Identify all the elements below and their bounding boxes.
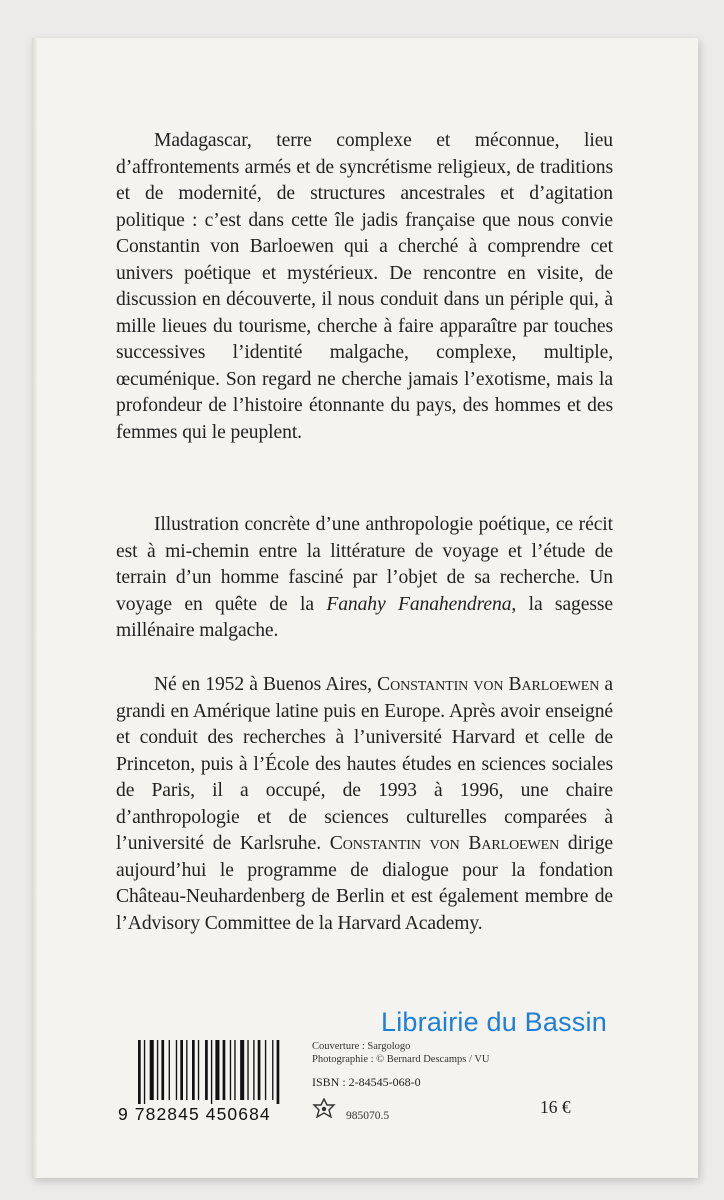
barcode-bar: [144, 1040, 145, 1104]
barcode-bar: [258, 1040, 261, 1100]
credits: [312, 1040, 490, 1066]
paragraph-summary: [116, 128, 613, 446]
bio-text-a: Né en 1952 à Buenos Aires,: [154, 674, 378, 695]
cover-credit: Couverture : Sargologo: [312, 1041, 411, 1052]
barcode-bar: [240, 1040, 244, 1100]
illustration-text-a: Illustration concrète d’une anthropologie poétique, ce récit est à mi-chemin entre la littérature de voyage et l’étude de terrain d’un homme fasciné par l’objet de sa recherche. Un voyage en quête de la: [116, 514, 613, 615]
author-name: Constantin von Barloewen: [329, 833, 560, 854]
barcode-number: 9 782845 450684: [118, 1104, 271, 1124]
bio-text-b: a grandi en Amérique latine puis en Europe. Après avoir enseigné et conduit des recherches à l’université Harvard et celle de Princeton, puis à l’École des hautes études en sciences sociales de Paris, il a occupé, de 1993 à 1996, une chaire d’anthropologie et de sciences culturelles comparées à l’université de Karlsruhe.: [116, 674, 613, 854]
book-title-italic: Fanahy Fanahendrena: [326, 593, 512, 615]
barcode-bar: [253, 1040, 254, 1100]
barcode-bar: [180, 1040, 183, 1100]
barcode-bar: [176, 1040, 177, 1100]
barcode: [136, 1040, 296, 1104]
paragraph-illustration: [116, 512, 613, 645]
summary-text: Madagascar, terre complexe et méconnue, lieu d’affrontements armés et de syncrétisme religieux, de traditions et de modernité, de structures ancestrales et d’agitation politique : c’est dans cette île jadis française que nous convie Constantin von Barloewen qui a cherché à comprendre cet univers poétique et mystérieux. De rencontre en visite, de discussion en découverte, il nous conduit dans un périple qui, à mille lieues du tourisme, cherche à faire apparaître par touches successives l’identité malgache, complexe, multiple, œcuménique. Son regard ne cherche jamais l’exotisme, mais la profondeur de l’histoire étonnante du pays, des hommes et des femmes qui le peuplent.: [116, 130, 613, 443]
publisher-logo-icon: [312, 1098, 336, 1118]
barcode-bar: [186, 1040, 187, 1100]
barcode-bar: [230, 1040, 231, 1100]
illustration-text-b: , la sagesse millénaire malgache.: [116, 593, 613, 641]
barcode-bar: [277, 1040, 280, 1104]
catalog-code: 985070.5: [346, 1110, 390, 1122]
price: 16 €: [540, 1097, 571, 1117]
barcode-bar: [138, 1040, 141, 1104]
barcode-bar: [247, 1040, 248, 1100]
barcode-bar: [161, 1040, 164, 1100]
bookshop-watermark: Librairie du Bassin: [381, 1007, 607, 1037]
bio-text-c: dirige aujourd’hui le programme de dialogue pour la fondation Château-Neuhardenberg de Berlin et est également membre de l’Advisory Committee de la Harvard Academy.: [116, 833, 613, 934]
barcode-bar: [150, 1040, 154, 1100]
isbn: ISBN : 2-84545-068-0: [312, 1075, 421, 1089]
barcode-bar: [192, 1040, 195, 1100]
barcode-bar: [169, 1040, 170, 1100]
author-name: Constantin von Barloewen: [377, 674, 600, 695]
paragraph-author-bio: [116, 672, 613, 937]
barcode-bar: [157, 1040, 158, 1100]
barcode-bar: [265, 1040, 266, 1100]
illustration-text: [116, 512, 613, 645]
photo-credit: Photographie : © Bernard Descamps / VU: [312, 1054, 490, 1065]
barcode-bar: [211, 1040, 212, 1104]
barcode-bar: [205, 1040, 208, 1100]
author-bio-text: [116, 672, 613, 937]
barcode-bar: [215, 1040, 219, 1100]
barcode-bar: [223, 1040, 226, 1100]
barcode-bar: [272, 1040, 273, 1100]
barcode-bar: [234, 1040, 235, 1100]
barcode-bar: [198, 1040, 199, 1100]
